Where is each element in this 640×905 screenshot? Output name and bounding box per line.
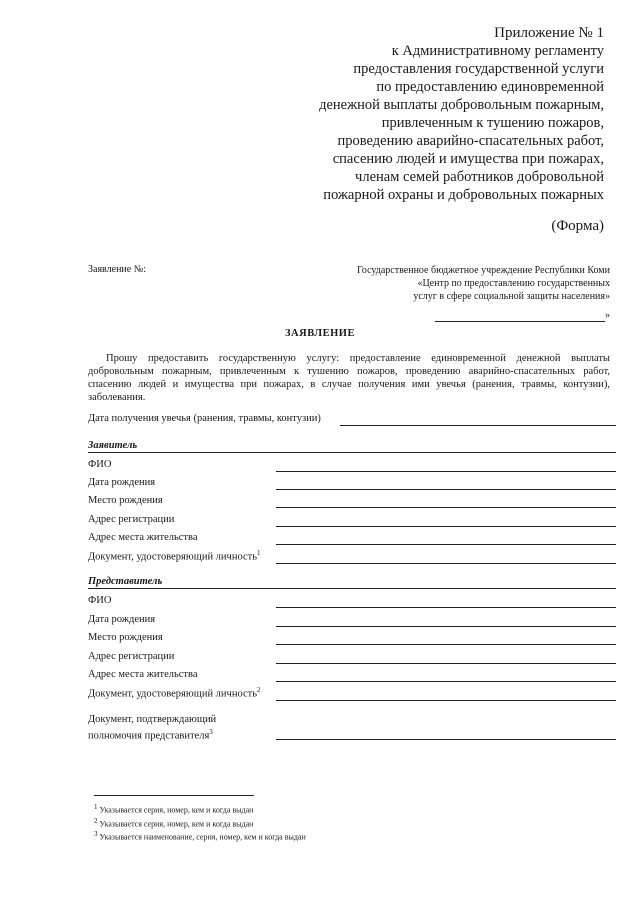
representative-fio-field[interactable] (276, 607, 616, 608)
appendix-line: членам семей работников добровольной (355, 169, 604, 185)
footnote-text: Указывается серия, номер, кем и когда выдан (99, 819, 254, 829)
footnote-mark: 1 (94, 803, 98, 811)
applicant-heading: Заявитель (88, 440, 616, 453)
applicant-birthdate-field[interactable] (276, 489, 616, 490)
footnote (94, 802, 306, 816)
appendix-line: денежной выплаты добровольным пожарным, (319, 97, 604, 113)
appendix-line: Приложение № 1 (494, 25, 604, 41)
field-label: Документ, удостоверяющий личность (88, 551, 257, 562)
applicant-birthplace-field[interactable] (276, 507, 616, 508)
request-text: Прошу предоставить государственную услугу: предоставление единовременной денежной выплаты добровольным пожарным, привлеченным к тушению пожаров, проведению аварийно-спасательных работ, спасению людей и имущества при пожарах, в случае получения ими увечья (ранения, травмы, контузии), заболевания. (88, 353, 610, 403)
org-blank-line[interactable] (435, 311, 605, 322)
field-label: Место рождения (88, 495, 163, 506)
field-label: Адрес места жительства (88, 669, 198, 680)
representative-row (88, 594, 616, 608)
field-label: ФИО (88, 459, 112, 470)
authority-document-row (88, 714, 616, 740)
representative-registration-field[interactable] (276, 663, 616, 664)
representative-row (88, 668, 616, 682)
field-label: Место рождения (88, 632, 163, 643)
applicant-row (88, 476, 616, 490)
field-label: Документ, подтверждающий (88, 714, 217, 725)
appendix-line: спасению людей и имущества при пожарах, (332, 151, 604, 167)
applicant-row (88, 531, 616, 545)
application-number-label: Заявление №: (88, 264, 147, 275)
applicant-row (88, 513, 616, 527)
org-line: Государственное бюджетное учреждение Республики Коми (356, 265, 610, 276)
field-label: Адрес места жительства (88, 532, 198, 543)
representative-row (88, 613, 616, 627)
applicant-row (88, 458, 616, 472)
field-label: Адрес регистрации (88, 514, 175, 525)
form-label: (Форма) (551, 218, 604, 234)
representative-row (88, 631, 616, 645)
authority-document-field[interactable] (276, 739, 616, 740)
footnote-text: Указывается серия, номер, кем и когда выдан (99, 805, 254, 815)
footnote-mark: 2 (257, 685, 261, 694)
footnote (94, 816, 306, 830)
field-label: Документ, удостоверяющий личность (88, 688, 257, 699)
applicant-residence-field[interactable] (276, 544, 616, 545)
representative-residence-field[interactable] (276, 681, 616, 682)
applicant-registration-field[interactable] (276, 526, 616, 527)
appendix-line: предоставления государственной услуги (353, 61, 604, 77)
footnote-mark: 1 (257, 548, 261, 557)
footnote-mark: 3 (94, 830, 98, 839)
appendix-line: привлеченным к тушению пожаров, (381, 115, 604, 131)
appendix-line: по предоставлению единовременной (376, 79, 604, 95)
injury-date-label: Дата получения увечья (ранения, травмы, контузии) (88, 413, 321, 424)
footnote-separator (94, 795, 254, 796)
appendix-line: к Административному регламенту (391, 43, 604, 59)
applicant-id-document-field[interactable] (276, 563, 616, 564)
footnote-text: Указывается наименование, серия, номер, кем и когда выдан (99, 832, 306, 842)
applicant-row (88, 550, 616, 564)
field-label: полномочия представителя (88, 730, 210, 742)
representative-row (88, 650, 616, 664)
representative-heading: Представитель (88, 576, 616, 589)
org-quote: » (605, 310, 610, 321)
organization-block (320, 264, 610, 322)
representative-birthplace-field[interactable] (276, 644, 616, 645)
footnote-mark: 2 (94, 816, 98, 825)
appendix-line: пожарной охраны и добровольных пожарных (323, 187, 604, 203)
org-line: услуг в сфере социальной защиты населения» (413, 291, 610, 302)
footnote (94, 829, 306, 843)
field-label: Дата рождения (88, 614, 156, 625)
appendix-line: проведению аварийно-спасательных работ, (337, 133, 604, 149)
representative-row (88, 687, 616, 701)
applicant-fio-field[interactable] (276, 471, 616, 472)
representative-id-document-field[interactable] (276, 700, 616, 701)
field-label: ФИО (88, 595, 112, 606)
injury-date-row (88, 412, 616, 426)
applicant-row (88, 494, 616, 508)
field-label: Дата рождения (88, 477, 156, 488)
representative-birthdate-field[interactable] (276, 626, 616, 627)
appendix-caption (264, 24, 604, 204)
field-label: Адрес регистрации (88, 651, 175, 662)
footnotes (94, 802, 306, 843)
document-title: ЗАЯВЛЕНИЕ (285, 328, 355, 339)
injury-date-field[interactable] (340, 425, 616, 426)
org-line: «Центр по предоставлению государственных (417, 278, 610, 289)
footnote-mark: 3 (209, 728, 213, 736)
